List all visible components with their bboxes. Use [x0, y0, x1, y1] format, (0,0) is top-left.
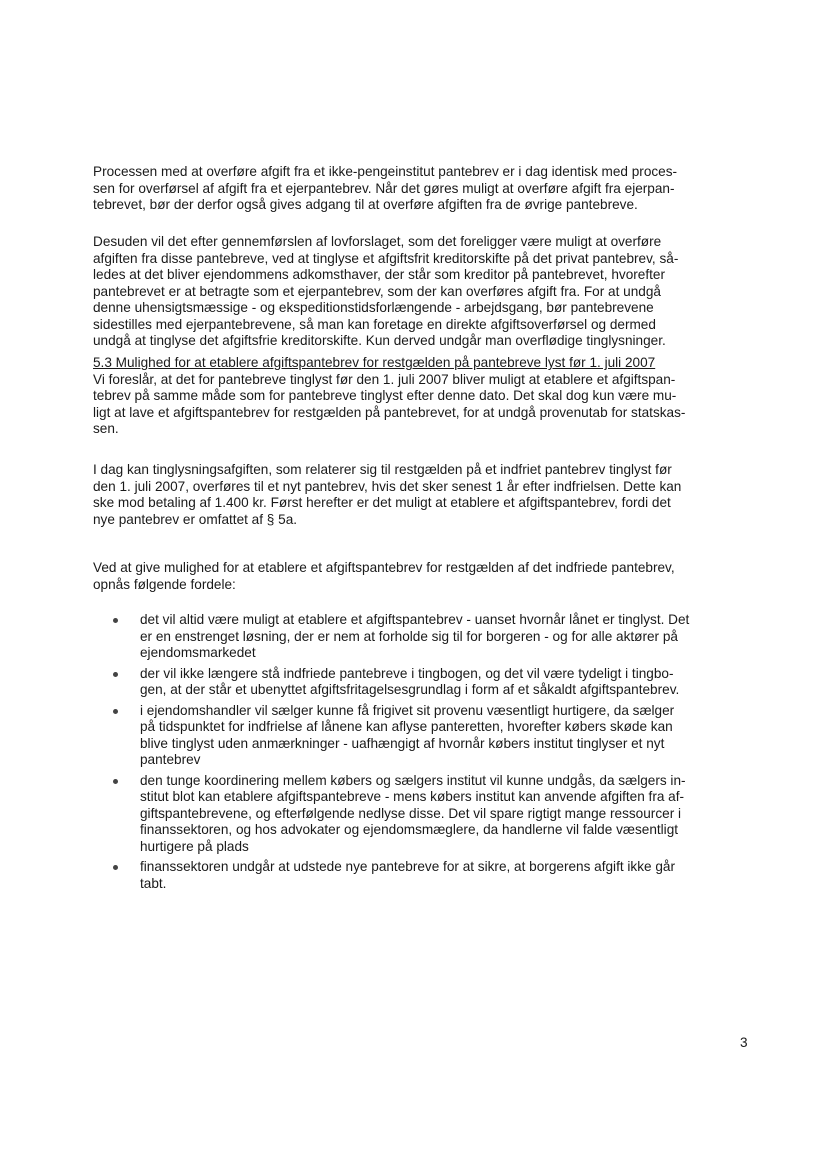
bullet-icon [113, 618, 118, 623]
text-line: ligt at lave et afgiftspantebrev for restgælden på pantebrevet, for at undgå provenutab for statskas- [93, 404, 686, 420]
text-line: Processen med at overføre afgift fra et ikke-pengeinstitut pantebrev er i dag identisk med proces- [93, 164, 678, 179]
bullet-icon [113, 709, 118, 714]
advantages-list [113, 612, 689, 896]
text-line: finanssektoren undgår at udstede nye pantebreve for at sikre, at borgerens afgift ikke går [140, 859, 676, 874]
bullet-icon [113, 779, 118, 784]
text-line: Ved at give mulighed for at etablere et afgiftspantebrev for restgælden af det indfriede pantebrev, [93, 560, 675, 575]
text-line: opnås følgende fordele: [93, 576, 236, 592]
text-line: sen for overførsel af afgift fra et ejerpantebrev. Når det gøres muligt at overføre afgift fra ejerpan- [93, 180, 675, 196]
list-item [113, 773, 689, 856]
text-line: Vi foreslår, at det for pantebreve tinglyst før den 1. juli 2007 bliver muligt at etablere et afgiftspan- [93, 371, 676, 387]
text-line: hurtigere på plads [140, 838, 249, 854]
text-line: undgå at tinglyse det afgiftsfrie kreditorskifte. Kun derved undgår man overflødige tinglysninger. [93, 333, 666, 348]
section-heading: 5.3 Mulighed for at etablere afgiftspantebrev for restgælden på pantebreve lyst før 1. juli 2007 [93, 355, 656, 370]
text-line: er en enstrenget løsning, der er nem at forholde sig til for borgeren - og for alle aktører på [140, 628, 678, 644]
text-line: ejendomsmarkedet [140, 645, 256, 660]
paragraph-1 [93, 164, 753, 214]
text-line: blive tinglyst uden anmærkninger - uafhængigt af hvornår købers institut tinglyser et nyt [140, 735, 665, 751]
text-line: den 1. juli 2007, overføres til et nyt pantebrev, hvis det sker senest 1 år efter indfrielsen. Dette kan [93, 478, 682, 494]
text-line: Desuden vil det efter gennemførslen af lovforslaget, som det foreligger være muligt at overføre [93, 234, 662, 249]
text-line: tabt. [140, 875, 167, 891]
text-line: tebrev på samme måde som for pantebreve tinglyst efter denne dato. Det skal dog kun være mu- [93, 388, 677, 403]
text-line: den tunge koordinering mellem købers og sælgers institut vil kunne undgås, da sælgers in- [140, 772, 686, 788]
text-line: I dag kan tinglysningsafgiften, som relaterer sig til restgælden på et indfriet pantebrev tinglyst før [93, 462, 672, 477]
text-line: sen. [93, 421, 119, 436]
text-line: giftspantebrevene, og efterfølgende nedlyse disse. Det vil spare rigtigt mange ressourcer i [140, 805, 682, 821]
text-line: finanssektoren, og hos advokater og ejendomsmæglere, da handlerne vil falde væsentligt [140, 822, 679, 837]
text-line: denne uhensigtsmæssige - og ekspeditionstidsforlængende - arbejdsgang, bør pantebrevene [93, 300, 654, 315]
list-item [113, 859, 689, 892]
list-item [113, 666, 689, 699]
text-line: nye pantebrev er omfattet af § 5a. [93, 511, 298, 527]
list-item [113, 612, 689, 662]
paragraph-4 [93, 462, 753, 528]
text-line: sidestilles med ejerpantebrevene, så man kan foretage en direkte afgiftsoverførsel og dermed [93, 316, 656, 332]
list-item [113, 703, 689, 769]
text-line: på tidspunktet for indfrielse af lånene kan aflyse panteretten, hvorefter købers skøde kan [140, 719, 673, 734]
text-line: gen, at der står et ubenyttet afgiftsfritagelsesgrundlag i form af et såkaldt afgiftspantebrev. [140, 682, 680, 697]
paragraph-5 [93, 560, 753, 593]
bullet-icon [113, 672, 118, 677]
text-line: afgiften fra disse pantebreve, ved at tinglyse et afgiftsfrit kreditorskifte på det privat pantebrev, så- [93, 250, 679, 266]
section-5-3 [93, 355, 753, 438]
text-line: tebrevet, bør der derfor også gives adgang til at overføre afgiften fra de øvrige pantebreve. [93, 197, 638, 212]
text-line: pantebrevet er at betragte som et ejerpantebrev, som der kan overføres afgift fra. For at undgå [93, 283, 661, 299]
text-line: ledes at det bliver ejendommens adkomsthaver, der står som kreditor på pantebrevet, hvorefter [93, 267, 665, 282]
text-line: i ejendomshandler vil sælger kunne få frigivet sit provenu væsentligt hurtigere, da sælger [140, 702, 675, 718]
text-line: pantebrev [140, 752, 201, 767]
text-line: der vil ikke længere stå indfriede pantebreve i tingbogen, og det vil være tydeligt i tingbo- [140, 665, 674, 681]
bullet-icon [113, 865, 118, 870]
page-number: 3 [740, 1035, 748, 1050]
text-line: stitut blot kan etablere afgiftspantebreve - mens købers institut kan anvende afgiften fra af- [140, 789, 685, 804]
paragraph-2 [93, 234, 753, 350]
text-line: ske mod betaling af 1.400 kr. Først herefter er det muligt at etablere et afgiftspantebrev, fordi det [93, 495, 671, 510]
text-line: det vil altid være muligt at etablere et afgiftspantebrev - uanset hvornår lånet er tinglyst. Det [140, 612, 690, 627]
